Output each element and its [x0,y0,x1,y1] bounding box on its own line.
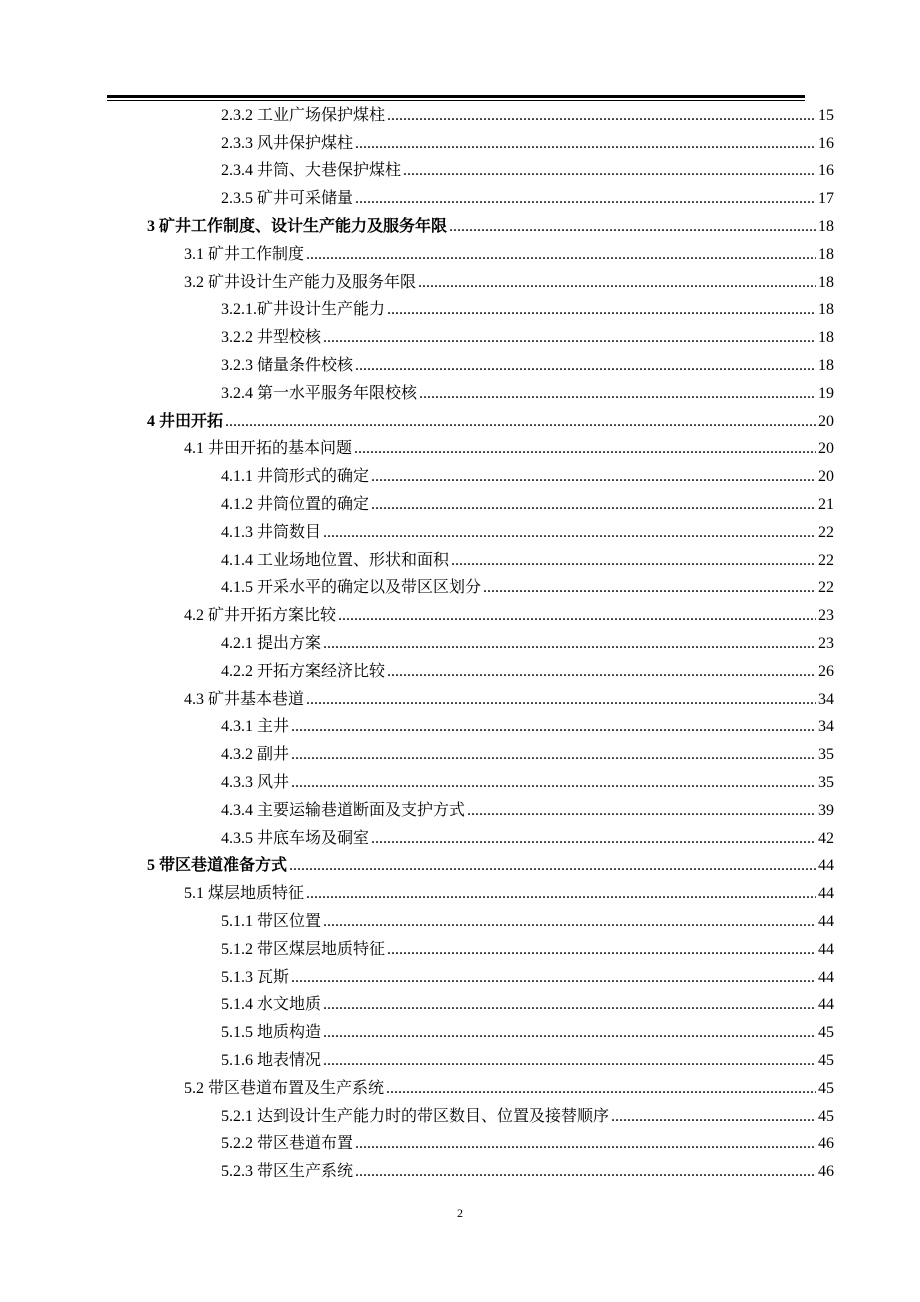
toc-entry-page: 44 [818,996,834,1014]
toc-dot-leader [387,300,816,320]
toc-entry-page: 34 [818,718,834,736]
toc-entry-page: 44 [818,968,834,986]
toc-entry-title: 5.1.4 水文地质 [221,996,322,1014]
toc-entry-title: 3.2 矿井设计生产能力及服务年限 [184,273,417,291]
toc-entry-title: 5.2.2 带区巷道布置 [221,1135,354,1153]
toc-dot-leader [323,523,816,543]
toc-entry-title: 4.3.1 主井 [221,718,290,736]
toc-entry[interactable] [221,130,834,158]
toc-entry[interactable] [221,102,834,130]
toc-entry[interactable] [221,936,834,964]
toc-dot-leader [371,467,816,487]
toc-dot-leader [338,606,816,626]
toc-entry-page: 22 [818,523,834,541]
toc-entry-title: 5 带区巷道准备方式 [147,857,288,875]
toc-dot-leader [371,495,816,515]
toc-entry[interactable] [221,463,834,491]
toc-dot-leader [291,773,816,793]
toc-dot-leader [355,1162,816,1182]
toc-entry-title: 5.1.6 地表情况 [221,1052,322,1070]
toc-entry[interactable] [221,352,834,380]
toc-dot-leader [355,189,816,209]
toc-entry-page: 20 [818,412,834,430]
toc-entry-title: 4.1 井田开拓的基本问题 [184,440,353,458]
toc-entry-title: 4.3.3 风井 [221,774,290,792]
toc-entry-title: 4.2.1 提出方案 [221,635,322,653]
toc-entry-page: 44 [818,940,834,958]
toc-entry-title: 5.1.3 瓦斯 [221,968,290,986]
toc-entry-page: 16 [818,134,834,152]
toc-entry[interactable] [221,1158,834,1186]
toc-entry-page: 15 [818,106,834,124]
toc-entry-title: 2.3.5 矿井可采储量 [221,190,354,208]
toc-dot-leader [289,856,816,876]
toc-entry-title: 4.3 矿井基本巷道 [184,690,305,708]
toc-entry[interactable] [184,1075,834,1103]
toc-entry[interactable] [221,185,834,213]
toc-entry[interactable] [184,602,834,630]
toc-entry-page: 20 [818,440,834,458]
toc-entry-page: 18 [818,357,834,375]
toc-entry-page: 44 [818,857,834,875]
toc-entry[interactable] [221,519,834,547]
toc-entry-title: 4.2.2 开拓方案经济比较 [221,662,386,680]
toc-entry[interactable] [221,797,834,825]
toc-dot-leader [419,384,816,404]
toc-entry-title: 4 井田开拓 [147,412,224,430]
toc-entry-page: 22 [818,579,834,597]
page-number: 2 [457,1206,463,1220]
toc-entry-title: 2.3.2 工业广场保护煤柱 [221,106,386,124]
toc-entry-page: 17 [818,190,834,208]
toc-entry-page: 42 [818,829,834,847]
toc-entry[interactable] [184,880,834,908]
toc-dot-leader [483,578,816,598]
toc-entry[interactable] [221,1131,834,1159]
toc-dot-leader [387,940,816,960]
toc-entry-title: 4.3.5 井底车场及硐室 [221,829,370,847]
toc-entry[interactable] [221,992,834,1020]
toc-entry-title: 3.2.2 井型校核 [221,329,322,347]
toc-entry-title: 5.2.3 带区生产系统 [221,1163,354,1181]
toc-entry[interactable] [221,297,834,325]
toc-entry-page: 23 [818,607,834,625]
toc-entry[interactable] [221,741,834,769]
toc-dot-leader [611,1107,816,1127]
toc-dot-leader [354,439,816,459]
toc-entry[interactable] [221,1103,834,1131]
toc-entry[interactable] [147,408,834,436]
toc-entry-title: 3.2.3 储量条件校核 [221,357,354,375]
toc-dot-leader [291,717,816,737]
toc-entry-page: 16 [818,162,834,180]
toc-entry-page: 44 [818,913,834,931]
toc-dot-leader [387,662,816,682]
toc-dot-leader [306,245,816,265]
toc-entry[interactable] [221,908,834,936]
toc-entry-page: 23 [818,635,834,653]
toc-entry[interactable] [147,213,834,241]
toc-dot-leader [355,134,816,154]
toc-dot-leader [355,1134,816,1154]
toc-dot-leader [323,1051,816,1071]
toc-entry-title: 5.2 带区巷道布置及生产系统 [184,1079,385,1097]
toc-entry-page: 19 [818,384,834,402]
toc-entry-page: 18 [818,329,834,347]
toc-entry[interactable] [221,547,834,575]
toc-entry-page: 21 [818,496,834,514]
toc-entry-title: 5.1.1 带区位置 [221,913,322,931]
toc-entry-page: 18 [818,273,834,291]
toc-entry[interactable] [221,1047,834,1075]
toc-dot-leader [306,690,816,710]
toc-entry-page: 20 [818,468,834,486]
toc-dot-leader [323,1023,816,1043]
toc-entry-title: 5.1.5 地质构造 [221,1024,322,1042]
toc-entry[interactable] [184,241,834,269]
toc-dot-leader [467,801,816,821]
toc-dot-leader [387,106,816,126]
toc-entry[interactable] [184,436,834,464]
toc-entry-title: 5.2.1 达到设计生产能力时的带区数目、位置及接替顺序 [221,1107,610,1125]
toc-entry[interactable] [221,658,834,686]
toc-entry-page: 18 [818,218,834,236]
toc-entry[interactable] [221,714,834,742]
toc-dot-leader [451,551,816,571]
toc-entry[interactable] [221,575,834,603]
toc-entry[interactable] [221,1019,834,1047]
toc-entry-title: 4.1.1 井筒形式的确定 [221,468,370,486]
toc-entry-title: 2.3.4 井筒、大巷保护煤柱 [221,162,402,180]
toc-entry-page: 35 [818,746,834,764]
toc-dot-leader [449,217,816,237]
toc-entry-title: 4.1.5 开采水平的确定以及带区区划分 [221,579,482,597]
toc-entry-title: 5.1 煤层地质特征 [184,885,305,903]
toc-entry[interactable] [221,630,834,658]
toc-entry[interactable] [221,324,834,352]
toc-entry-page: 18 [818,245,834,263]
toc-dot-leader [306,884,816,904]
toc-entry[interactable] [184,686,834,714]
toc-entry[interactable] [221,825,834,853]
toc-entry-title: 3 矿井工作制度、设计生产能力及服务年限 [147,218,448,236]
toc-entry-page: 22 [818,551,834,569]
toc-entry-page: 45 [818,1107,834,1125]
toc-entry-page: 45 [818,1079,834,1097]
toc-entry[interactable] [221,769,834,797]
toc-entry-page: 39 [818,801,834,819]
toc-entry-title: 3.1 矿井工作制度 [184,245,305,263]
toc-entry-title: 2.3.3 风井保护煤柱 [221,134,354,152]
toc-entry-title: 4.3.4 主要运输巷道断面及支护方式 [221,801,466,819]
toc-entry-page: 44 [818,885,834,903]
toc-entry-title: 4.1.4 工业场地位置、形状和面积 [221,551,450,569]
toc-entry-page: 46 [818,1135,834,1153]
toc-entry-title: 4.3.2 副井 [221,746,290,764]
toc-entry-page: 18 [818,301,834,319]
toc-dot-leader [418,273,816,293]
toc-entry-title: 3.2.1.矿井设计生产能力 [221,301,386,319]
toc-entry[interactable] [147,853,834,881]
toc-entry-title: 4.1.2 井筒位置的确定 [221,496,370,514]
toc-entry[interactable] [221,380,834,408]
header-rule-thick [107,95,805,98]
header-rule-thin [107,100,805,101]
toc-entry-title: 4.2 矿井开拓方案比较 [184,607,337,625]
toc-entry-page: 26 [818,662,834,680]
toc-entry-page: 35 [818,774,834,792]
toc-dot-leader [386,1079,816,1099]
toc-dot-leader [323,995,816,1015]
toc-entry-title: 3.2.4 第一水平服务年限校核 [221,384,418,402]
toc-dot-leader [323,328,816,348]
toc-dot-leader [323,634,816,654]
toc-entry-page: 34 [818,690,834,708]
toc-dot-leader [291,745,816,765]
toc-dot-leader [323,912,816,932]
toc-entry[interactable] [221,491,834,519]
toc-entry[interactable] [221,158,834,186]
toc-entry-page: 45 [818,1052,834,1070]
toc-entry-page: 45 [818,1024,834,1042]
toc-entry[interactable] [184,269,834,297]
toc-dot-leader [225,412,816,432]
toc-dot-leader [403,161,816,181]
toc-dot-leader [291,968,816,988]
toc-entry-title: 4.1.3 井筒数目 [221,523,322,541]
toc-dot-leader [371,829,816,849]
toc-entry-page: 46 [818,1163,834,1181]
toc-entry[interactable] [221,964,834,992]
toc-dot-leader [355,356,816,376]
toc-entry-title: 5.1.2 带区煤层地质特征 [221,940,386,958]
